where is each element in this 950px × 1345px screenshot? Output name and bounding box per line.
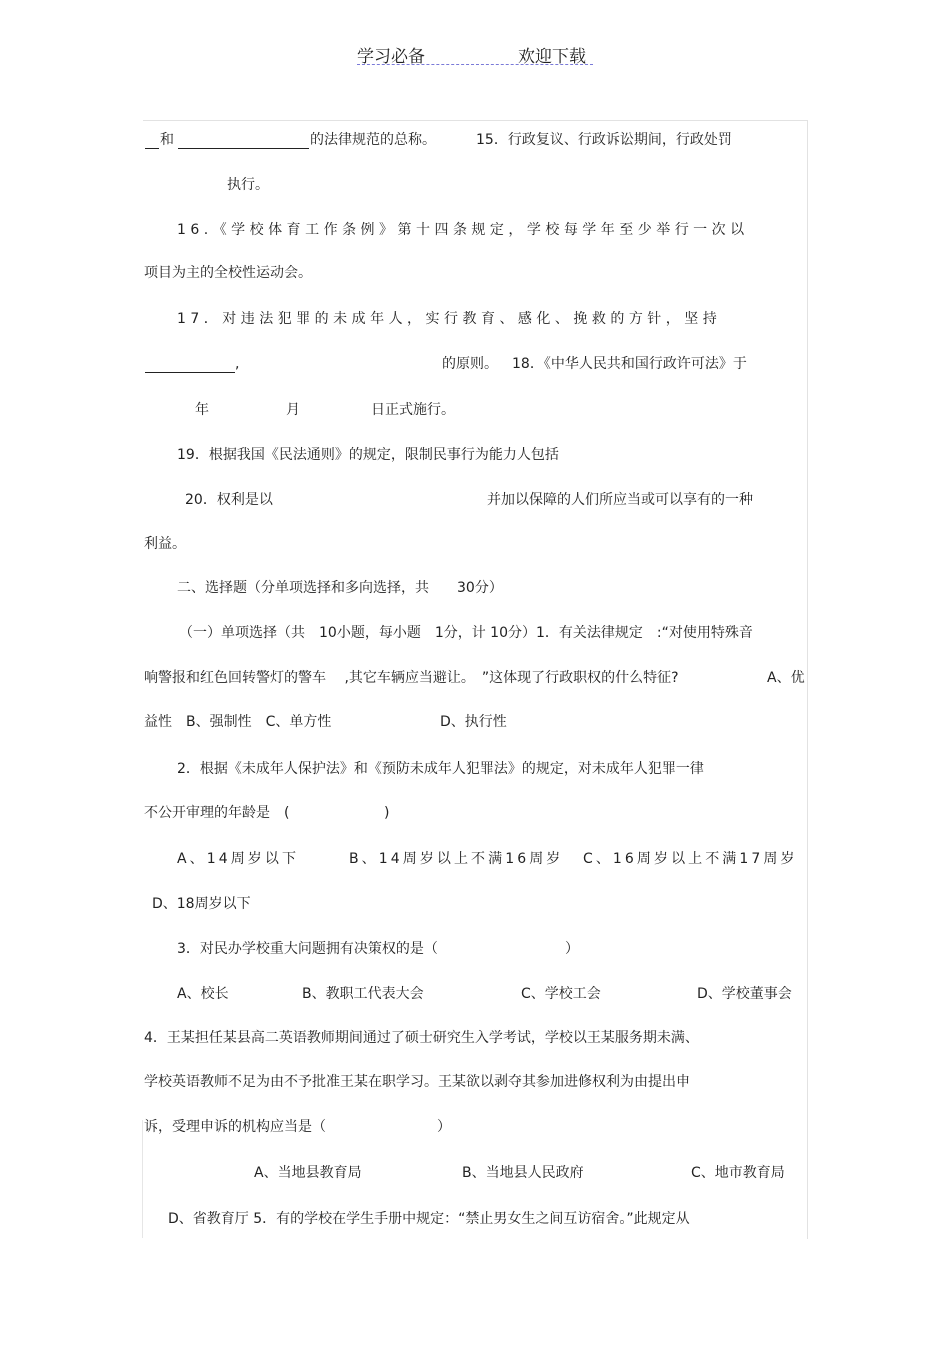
- text-line: 的原则。: [442, 356, 498, 372]
- text-line: C、学校工会: [521, 986, 601, 1002]
- text-line: 17．对违法犯罪的未成年人，实行教育、感化、挽救的方针，坚持: [177, 311, 722, 327]
- text-line: ）: [437, 1119, 451, 1135]
- text-line: 益性 B、强制性 C、单方性: [144, 714, 332, 730]
- text-line: 不公开审理的年龄是 (: [144, 805, 290, 821]
- text-line: D、省教育厅 5．有的学校在学生手册中规定：“禁止男女生之间互访宿舍。”此规定从: [168, 1211, 690, 1227]
- section-heading: 二、选择题（分单项选择和多向选择，共 30分）: [177, 580, 503, 596]
- text-line: 3．对民办学校重大问题拥有决策权的是（: [177, 941, 438, 957]
- text-line: 执行。: [227, 177, 269, 193]
- text-line: 并加以保障的人们所应当或可以享有的一种: [487, 492, 753, 508]
- text-line: 诉，受理申诉的机构应当是（: [144, 1119, 326, 1135]
- text-line: A、14周岁以下: [177, 851, 300, 867]
- text-line: 15．行政复议、行政诉讼期间，行政处罚: [476, 132, 732, 148]
- text-line: （一）单项选择（共 10小题，每小题 1分，计 10分）1．有关法律规定 :“对使用特殊音: [179, 625, 753, 641]
- text-line: 18．《中华人民共和国行政许可法》于: [512, 356, 747, 372]
- page-frame-left-edge: [142, 1120, 143, 1238]
- text-line: A、优: [767, 670, 805, 686]
- text-line: A、校长: [177, 986, 229, 1002]
- text-line: 项目为主的全校性运动会。: [144, 265, 312, 281]
- text-line: 学校英语教师不足为由不予批准王某在职学习。王某欲以剥夺其参加进修权利为由提出申: [144, 1074, 690, 1090]
- text-line: ）: [565, 941, 579, 957]
- header-left-text: 学习必备: [357, 47, 425, 67]
- text-line: B、教职工代表大会: [302, 986, 424, 1002]
- text-line: 19．根据我国《民法通则》的规定，限制民事行为能力人包括: [177, 447, 559, 463]
- text-line: D、18周岁以下: [152, 896, 251, 912]
- text-line: 利益。: [144, 536, 186, 552]
- text-line: 响警报和红色回转警灯的警车 ,其它车辆应当避让。 ”这体现了行政职权的什么特征?: [144, 670, 679, 686]
- text-line: D、执行性: [440, 714, 507, 730]
- blank-line: [178, 148, 309, 149]
- header-right-text: 欢迎下载: [518, 47, 586, 67]
- text-line: 16.《学校体育工作条例》第十四条规定，学校每学年至少举行一次以: [177, 222, 749, 238]
- page-header: [357, 42, 593, 65]
- blank-line: [145, 372, 235, 373]
- text-line: D、学校董事会: [697, 986, 792, 1002]
- text-line: ): [384, 805, 390, 821]
- text-line: 的法律规范的总称。: [310, 132, 436, 148]
- text-line: C、地市教育局: [691, 1165, 785, 1181]
- text-line: 年: [195, 402, 209, 418]
- text-line: 4．王某担任某县高二英语教师期间通过了硕士研究生入学考试，学校以王某服务期未满、: [144, 1030, 699, 1046]
- text-line: 月: [286, 402, 300, 418]
- text-line: 日正式施行。: [371, 402, 455, 418]
- text-line: 20．权利是以: [185, 492, 273, 508]
- text-line: A、当地县教育局: [254, 1165, 362, 1181]
- text-line: C、16周岁以上不满17周岁: [583, 851, 798, 867]
- text-line: B、当地县人民政府: [462, 1165, 584, 1181]
- text-line: 和: [160, 132, 174, 148]
- text-line: ,: [235, 356, 240, 372]
- blank-line: [145, 148, 159, 149]
- text-line: B、14周岁以上不满16周岁: [349, 851, 564, 867]
- text-line: 2．根据《未成年人保护法》和《预防未成年人犯罪法》的规定，对未成年人犯罪一律: [177, 761, 704, 777]
